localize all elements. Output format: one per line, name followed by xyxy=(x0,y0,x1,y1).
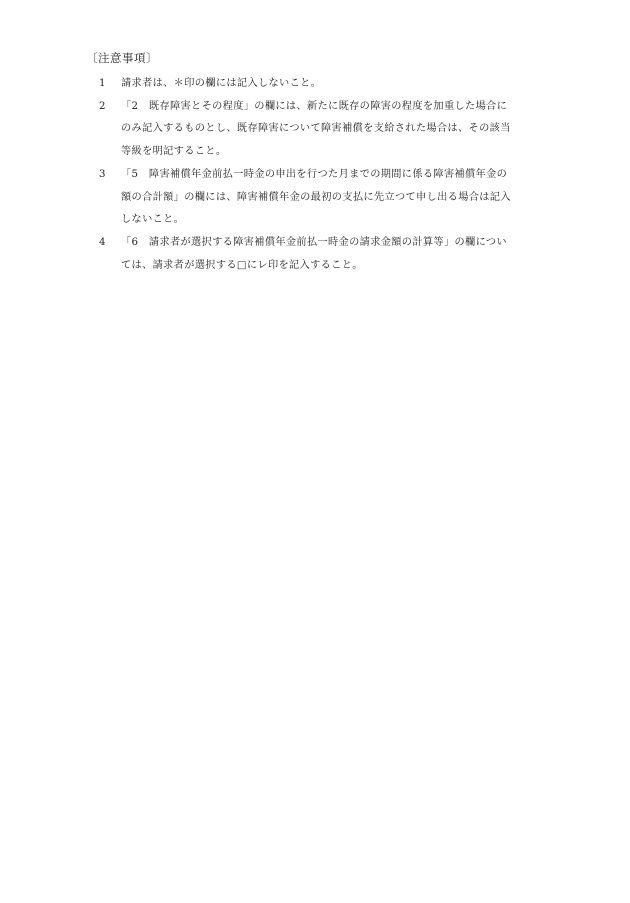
note-text-line: のみ記入するものとし、既存障害について障害補償を支給された場合は、その該当 xyxy=(121,123,511,135)
notes-heading: 〔注意事項〕 xyxy=(86,51,158,65)
note-item-1 xyxy=(99,73,559,96)
note-text-line: 「2 既存障害とその程度」の欄には、新たに既存の障害の程度を加重した場合に xyxy=(121,100,508,112)
note-text-line: 等級を明記すること。 xyxy=(121,146,227,158)
note-number: 3 xyxy=(99,168,106,180)
notes-list xyxy=(99,73,559,277)
note-text-line: 額の合計額」の欄には、障害補償年金の最初の支払に先立つて申し出る場合は記入 xyxy=(121,191,511,203)
note-number: 2 xyxy=(99,100,106,112)
note-text-line: しないこと。 xyxy=(121,214,185,226)
note-text-line: 「5 障害補償年金前払一時金の申出を行つた月までの期間に係る障害補償年金の xyxy=(121,168,508,180)
note-text-line: ては、請求者が選択する□にレ印を記入すること。 xyxy=(121,259,363,271)
note-text-line: 「6 請求者が選択する障害補償年金前払一時金の請求金額の計算等」の欄につい xyxy=(121,236,507,248)
note-item-4 xyxy=(99,232,559,277)
note-item-3 xyxy=(99,164,559,232)
note-number: 4 xyxy=(99,236,106,248)
note-text-line: 請求者は、＊印の欄には記入しないこと。 xyxy=(121,78,322,89)
note-number: 1 xyxy=(99,78,106,89)
note-item-2 xyxy=(99,96,559,164)
